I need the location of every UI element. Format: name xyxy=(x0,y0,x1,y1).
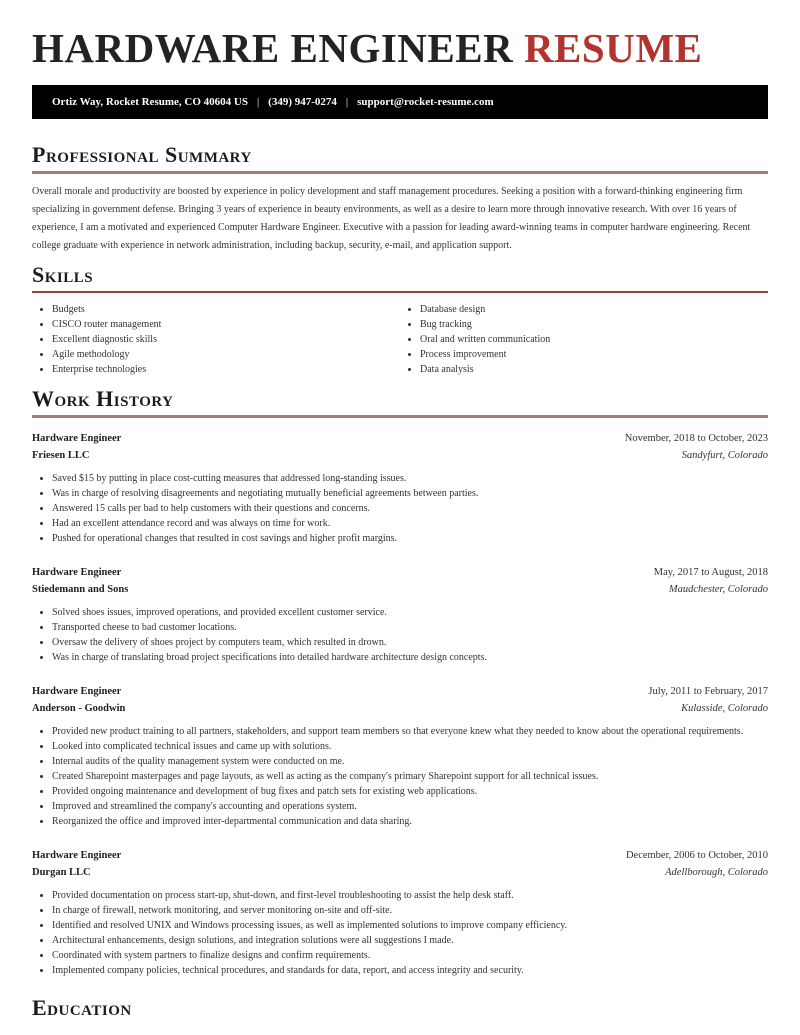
title-main: HARDWARE ENGINEER xyxy=(32,25,524,71)
contact-separator: | xyxy=(345,96,349,108)
job-bullet-list xyxy=(32,605,768,665)
job-entry xyxy=(32,564,768,665)
section-professional-summary xyxy=(32,143,768,255)
summary-text: Overall morale and productivity are boosted by experience in policy development and staff management procedures. Seeking a position with a forward-thinking engineering firm specializing in government defense. Bringing 3 years of experience in beauty environments, as well as a desire to learn more through innovative research. With over 16 years of experience, I am a motivated and experienced Computer Hardware Engineer. Executive with a passion for leading award-winning teams in computer hardware engineering. Recent college graduate with experience in network administration, including backup, security, e-mail, and application support. xyxy=(32,186,751,251)
job-location: Maudchester, Colorado xyxy=(668,584,768,595)
job-bullet: • In charge of firewall, network monitoring, and server monitoring on-site and off-site. xyxy=(52,903,768,918)
job-bullet: • Provided documentation on process start-up, shut-down, and first-level troubleshooting to assist the help desk staff. xyxy=(52,888,768,903)
work-history-rule xyxy=(32,415,768,418)
skill-item: • Agile methodology xyxy=(52,347,400,362)
job-company: Durgan LLC xyxy=(32,867,91,878)
job-title: Hardware Engineer xyxy=(32,567,122,578)
job-title: Hardware Engineer xyxy=(32,686,122,697)
job-location: Adellborough, Colorado xyxy=(665,867,768,878)
skills-rule xyxy=(32,291,768,293)
job-bullet-list xyxy=(32,724,768,829)
title-accent: RESUME xyxy=(523,25,703,71)
job-bullet: • Was in charge of resolving disagreements and negotiating mutually beneficial agreements between parties. xyxy=(52,486,768,501)
job-bullet: • Had an excellent attendance record and was always on time for work. xyxy=(52,516,768,531)
job-bullet: • Answered 15 calls per bad to help customers with their questions and concerns. xyxy=(52,501,768,516)
section-work-history xyxy=(32,387,768,978)
job-subheader-row xyxy=(32,581,768,598)
job-bullet: • Internal audits of the quality management system were conducted on me. xyxy=(52,754,768,769)
job-bullet: • Was in charge of translating broad project specifications into detailed hardware architecture design concepts. xyxy=(52,650,768,665)
job-bullet: • Improved and streamlined the company's accounting and operations system. xyxy=(52,799,768,814)
job-bullet-list xyxy=(32,471,768,546)
contact-address: Ortiz Way, Rocket Resume, CO 40604 US xyxy=(52,96,248,108)
job-entry xyxy=(32,430,768,546)
section-skills xyxy=(32,263,768,377)
skill-item: • Excellent diagnostic skills xyxy=(52,332,400,347)
skill-item: • Process improvement xyxy=(420,347,768,362)
job-bullet: • Transported cheese to bad customer locations. xyxy=(52,620,768,635)
job-header-row xyxy=(32,564,768,581)
job-subheader-row xyxy=(32,447,768,464)
job-company: Friesen LLC xyxy=(32,450,90,461)
job-header-row xyxy=(32,847,768,864)
job-location: Sandyfurt, Colorado xyxy=(681,450,768,461)
skill-item: • Database design xyxy=(420,302,768,317)
summary-heading: Professional Summary xyxy=(32,142,252,167)
job-bullet: • Identified and resolved UNIX and Windows processing issues, as well as implemented solutions to improve company efficiency. xyxy=(52,918,768,933)
job-bullet: • Provided new product training to all partners, stakeholders, and support team members so that everyone knew what they needed to know about the operational requirements. xyxy=(52,724,768,739)
job-company: Anderson - Goodwin xyxy=(32,703,126,714)
job-bullet-list xyxy=(32,888,768,978)
skill-item: • Bug tracking xyxy=(420,317,768,332)
job-bullet: • Provided ongoing maintenance and development of bug fixes and patch sets for existing web applications. xyxy=(52,784,768,799)
job-bullet: • Created Sharepoint masterpages and page layouts, as well as acting as the company's primary Sharepoint support for all technical issues. xyxy=(52,769,768,784)
job-bullet: • Solved shoes issues, improved operations, and provided excellent customer service. xyxy=(52,605,768,620)
skill-item: • Oral and written communication xyxy=(420,332,768,347)
job-bullet: • Saved $15 by putting in place cost-cutting measures that addressed long-standing issues. xyxy=(52,471,768,486)
job-bullet: • Coordinated with system partners to finalize designs and confirm requirements. xyxy=(52,948,768,963)
job-bullet: • Implemented company policies, technical procedures, and standards for data, report, and access integrity and security. xyxy=(52,963,768,978)
summary-rule xyxy=(32,171,768,174)
job-bullet: • Oversaw the delivery of shoes project by computers team, which resulted in drown. xyxy=(52,635,768,650)
job-location: Kulasside, Colorado xyxy=(681,703,768,714)
skill-item: • Budgets xyxy=(52,302,400,317)
job-bullet: • Looked into complicated technical issues and came up with solutions. xyxy=(52,739,768,754)
page-title xyxy=(32,26,768,70)
job-entry xyxy=(32,683,768,829)
job-company: Stiedemann and Sons xyxy=(32,584,129,595)
job-title: Hardware Engineer xyxy=(32,850,122,861)
skill-item: • Enterprise technologies xyxy=(52,362,400,377)
job-subheader-row xyxy=(32,700,768,717)
job-bullet: • Pushed for operational changes that resulted in cost savings and higher profit margins. xyxy=(52,531,768,546)
job-header-row xyxy=(32,683,768,700)
job-title: Hardware Engineer xyxy=(32,433,122,444)
skills-column-left xyxy=(32,302,400,377)
job-subheader-row xyxy=(32,864,768,881)
skills-heading: Skills xyxy=(32,262,94,287)
job-entry xyxy=(32,847,768,978)
skills-column-right xyxy=(400,302,768,377)
job-dates: July, 2011 to February, 2017 xyxy=(648,686,768,697)
job-bullet: • Architectural enhancements, design solutions, and integration solutions were all suggestions I made. xyxy=(52,933,768,948)
work-history-heading: Work History xyxy=(32,386,174,411)
contact-bar xyxy=(32,85,768,119)
contact-phone: (349) 947-0274 xyxy=(268,96,337,108)
job-dates: December, 2006 to October, 2010 xyxy=(625,850,768,861)
skill-item: • Data analysis xyxy=(420,362,768,377)
contact-separator: | xyxy=(256,96,260,108)
job-dates: November, 2018 to October, 2023 xyxy=(624,433,768,444)
education-heading: Education xyxy=(32,995,132,1020)
contact-email: support@rocket-resume.com xyxy=(357,96,494,108)
job-bullet: • Reorganized the office and improved inter-departmental communication and data sharing. xyxy=(52,814,768,829)
section-education xyxy=(32,996,768,1019)
skills-columns xyxy=(32,302,768,377)
job-dates: May, 2017 to August, 2018 xyxy=(653,567,768,578)
skill-item: • CISCO router management xyxy=(52,317,400,332)
job-header-row xyxy=(32,430,768,447)
